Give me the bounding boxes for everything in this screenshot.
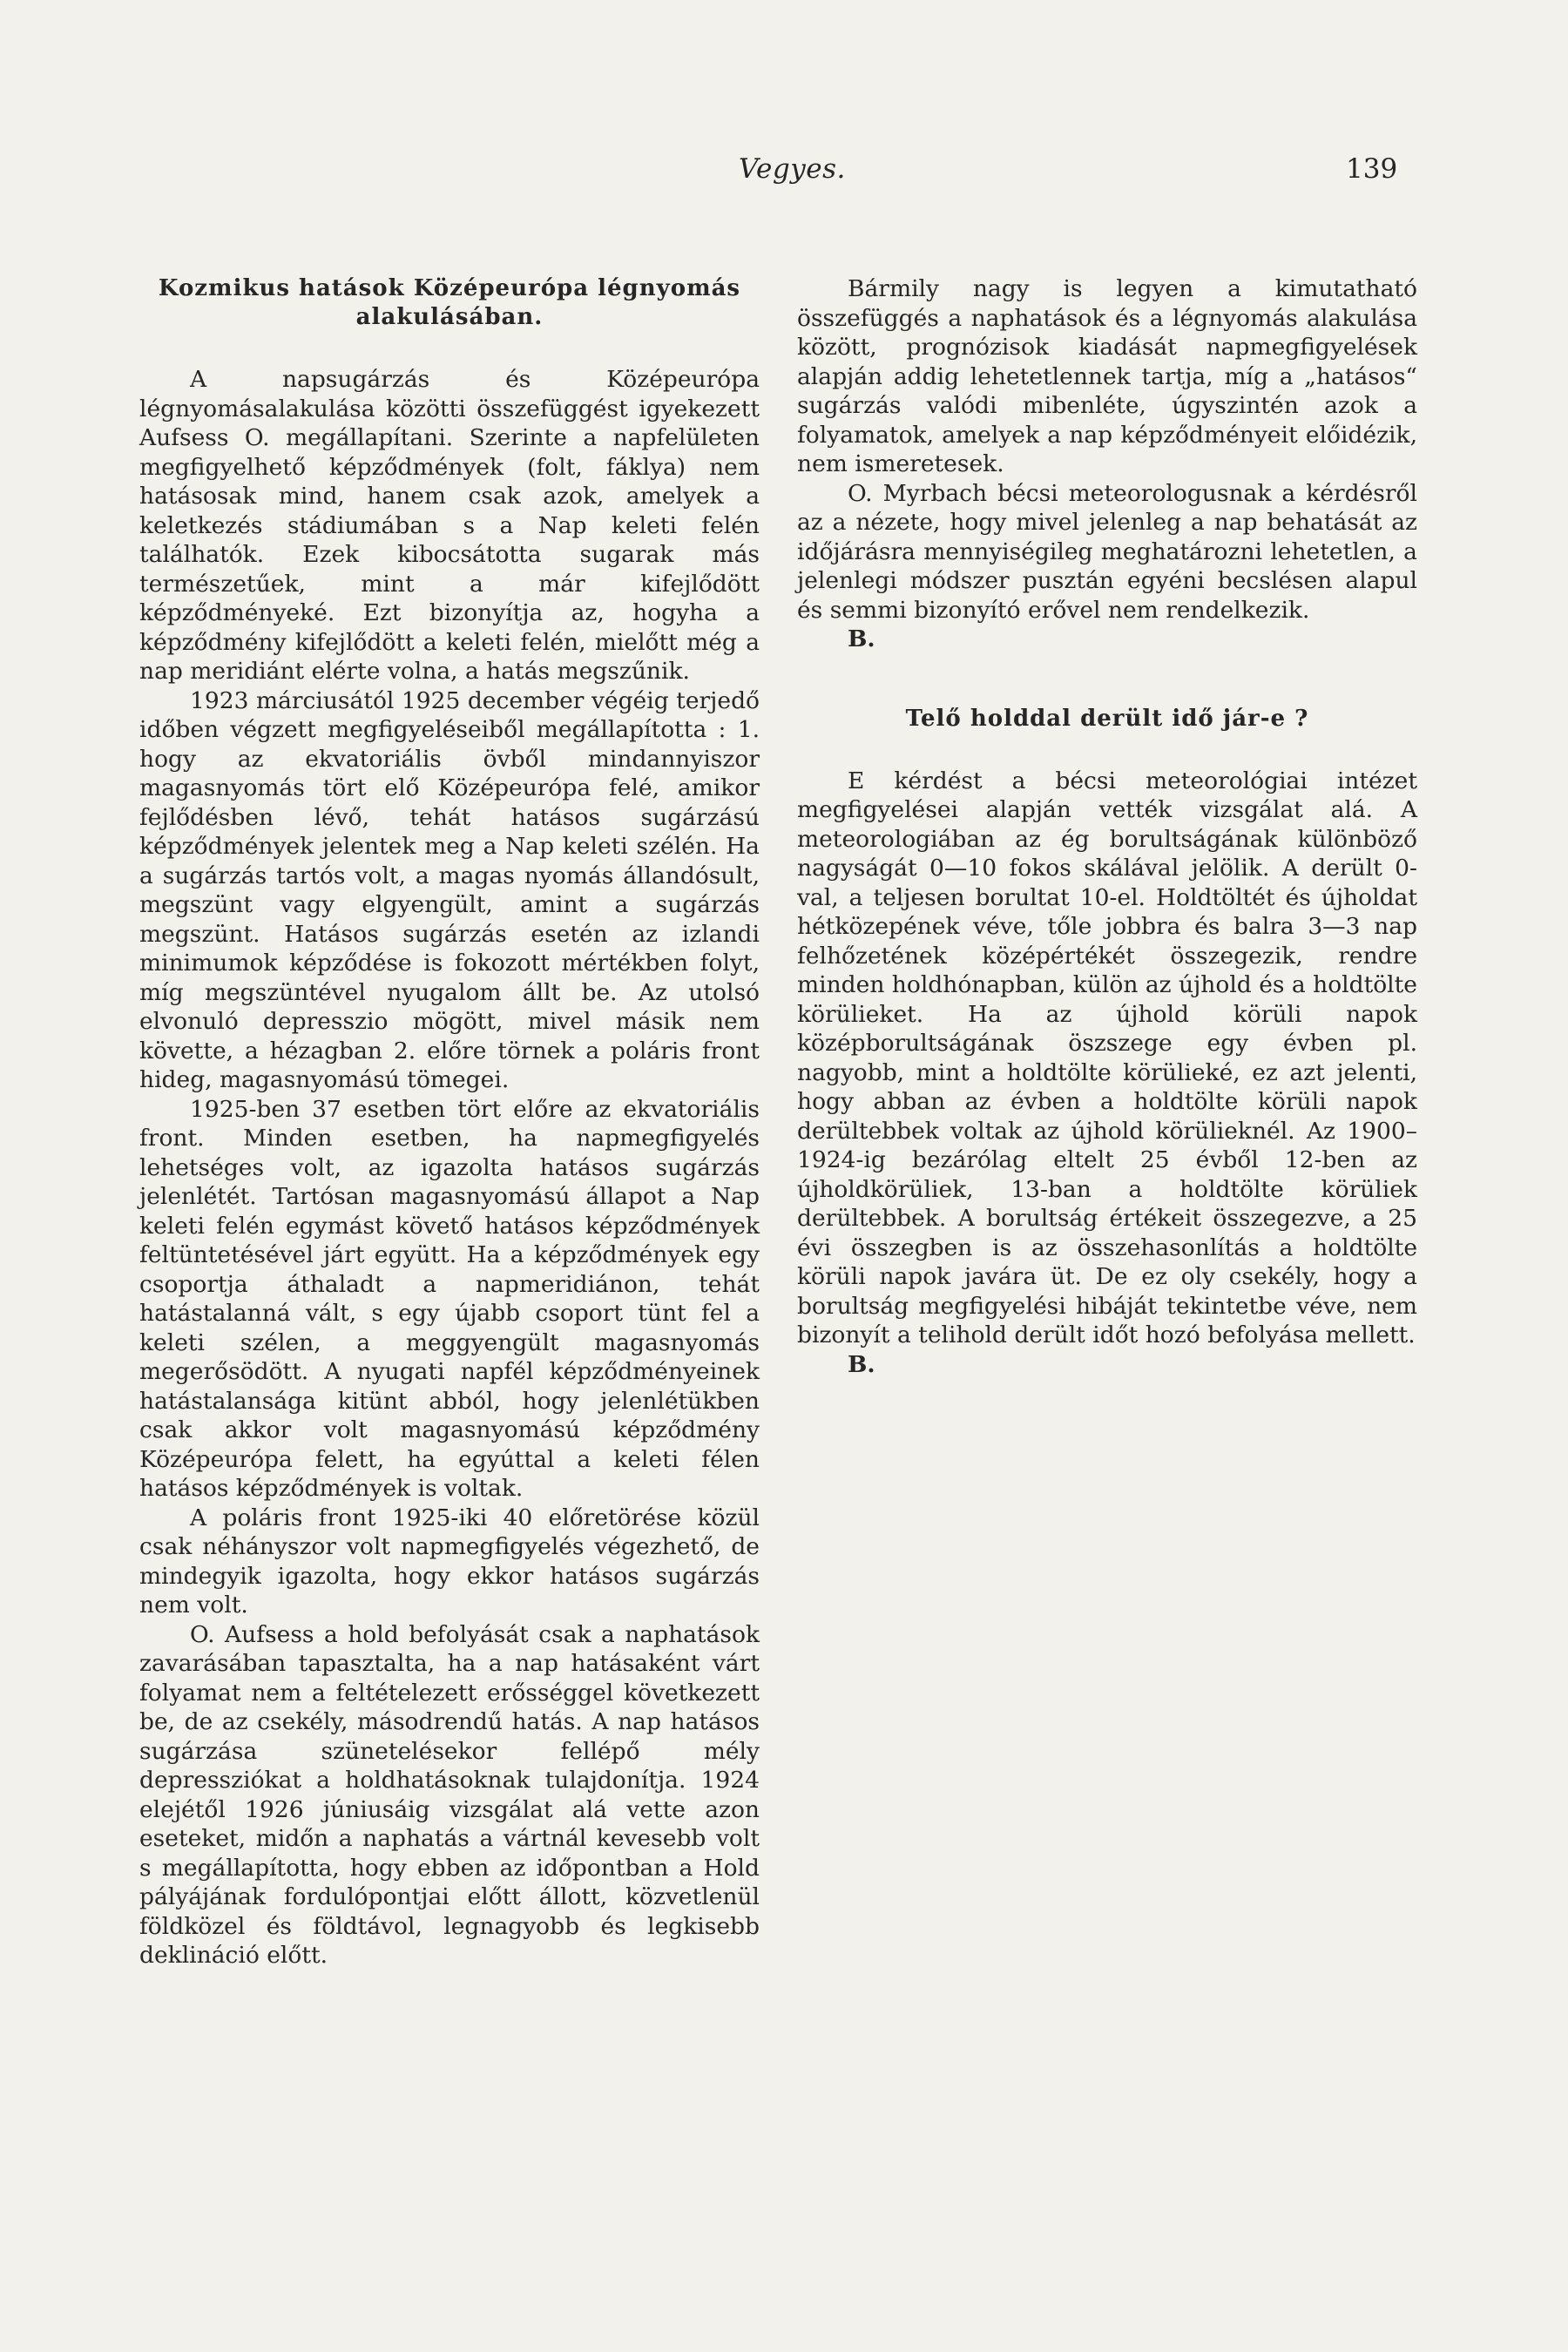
- article-1-paragraph: A napsugárzás és Középeurópa légnyomásalakulása közötti összefüggést igyekezett Aufsess O. megállapítani. Szerinte a napfelületen megfigyelhető képződmények (folt, fáklya) nem hatásosak mind, hanem csak azok, amelyek a keletkezés stádiumában s a Nap keleti felén találhatók. Ezek kibocsátotta sugarak más természetűek, mint a már kifejlődött képződményeké. Ezt bizonyítja az, hogyha a képződmény kifejlődött a keleti felén, mielőtt még a nap meridiánt elérte volna, a hatás megszűnik.: [139, 366, 760, 685]
- page-number: 139: [1346, 153, 1398, 185]
- article-1-signature: B.: [848, 625, 875, 652]
- running-title: Vegyes.: [739, 153, 846, 185]
- article-1-paragraph: A poláris front 1925-iki 40 előretörése közül csak néhányszor volt napmegfigyelés végezhető, de mindegyik igazolta, hogy ekkor hatásos sugárzás nem volt.: [139, 1504, 760, 1619]
- article-1-paragraph: Bármily nagy is legyen a kimutatható összefüggés a naphatások és a légnyomás alakulása között, prognózisok kiadását napmegfigyelések alapján addig lehetetlennek tartja, míg a „hatásos“ sugárzás valódi mibenléte, úgyszintén azok a folyamatok, amelyek a nap képződményeit előidézik, nem ismeretesek.: [797, 275, 1417, 477]
- article-1-paragraph: O. Aufsess a hold befolyását csak a naphatások zavarásában tapasztalta, ha a nap hatásaként várt folyamat nem a feltételezett erősséggel következett be, de az csekély, másodrendű hatás. A nap hatásos sugárzása szünetelésekor fellépő mély depressziókat a holdhatásoknak tulajdonítja. 1924 elejétől 1926 júniusáig vizsgálat alá vette azon eseteket, midőn a naphatás a vártnál kevesebb volt s megállapította, hogy ebben az időpontban a Hold pályájának fordulópontjai előtt állott, közvetlenül földközel és földtávol, legnagyobb és legkisebb deklináció előtt.: [139, 1620, 760, 1969]
- article-2-paragraph: E kérdést a bécsi meteorológiai intézet megfigyelései alapján vették vizsgálat alá. A meteorologiában az ég borultságának különböző nagyságát 0—10 fokos skálával jelölik. A derült 0-val, a teljesen borultat 10-el. Holdtöltét és újholdat hétközepének véve, tőle jobbra és balra 3—3 nap felhőzetének középértékét összegezik, rendre minden holdhónapban, külön az újhold és a holdtölte körülieket. Ha az újhold körüli napok középborultságának öszszege egy évben pl. nagyobb, mint a holdtölte körülieké, ez azt jelenti, hogy abban az évben a holdtölte körüli napok derültebbek voltak az újhold körülieknél. Az 1900–1924-ig bezárólag eltelt 25 évből 12-ben az újholdkörüliek, 13-ban a holdtölte körüliek derültebbek. A borultság értékeit összegezve, a 25 évi összegben is az összehasonlítás a holdtölte körüli napok javára üt. De ez oly csekély, hogy a borultság megfigyelési hibáját tekintetbe véve, nem bizonyít a telihold derült időt hozó befolyása mellett.: [797, 767, 1417, 1348]
- article-2-signature: B.: [848, 1350, 875, 1378]
- article-1-paragraph: 1925-ben 37 esetben tört előre az ekvatoriális front. Minden esetben, ha napmegfigyelés lehetséges volt, az igazolta hatásos sugárzás jelenlétét. Tartósan magasnyomású állapot a Nap keleti felén egymást követő hatásos képződmények feltüntetésével járt együtt. Ha a képződmények egy csoportja áthaladt a napmeridiánon, tehát hatástalanná vált, s egy újabb csoport tünt fel a keleti szélen, a meggyengült magasnyomás megerősödött. A nyugati napfél képződményeinek hatástalansága kitünt abból, hogy jelenlétükben csak akkor volt magasnyomású képződmény Középeurópa felett, ha egyúttal a keleti félen hatásos képződmények is voltak.: [139, 1095, 760, 1502]
- right-column: [797, 274, 1417, 1379]
- left-column: [139, 274, 760, 1970]
- article-2-title: Telő holddal derült idő jár-e ?: [905, 705, 1309, 732]
- article-1-paragraph: 1923 márciusától 1925 december végéig terjedő időben végzett megfigyeléseiből megállapította : 1. hogy az ekvatoriális övből mindannyiszor magasnyomás tört elő Középeurópa felé, amikor fejlődésben lévő, tehát hatásos sugárzású képződmények jelentek meg a Nap keleti szélén. Ha a sugárzás tartós volt, a magas nyomás állandósult, megszünt vagy elgyengült, amint a sugárzás megszünt. Hatásos sugárzás esetén az izlandi minimumok képződése is fokozott mértékben folyt, míg megszüntével nyugalom állt be. Az utolsó elvonuló depresszio mögött, mivel másik nem követte, a hézagban 2. előre törnek a poláris front hideg, magasnyomású tömegei.: [139, 686, 760, 1093]
- article-1-title: Kozmikus hatások Középeurópa légnyomás alakulásában.: [158, 275, 741, 330]
- article-1-paragraph: O. Myrbach bécsi meteorologusnak a kérdésről az a nézete, hogy mivel jelenleg a nap behatását az időjárásra mennyiségileg meghatározni lehetetlen, a jelenlegi módszer pusztán egyéni becslésen alapul és semmi bizonyító erővel nem rendelkezik.: [797, 479, 1417, 624]
